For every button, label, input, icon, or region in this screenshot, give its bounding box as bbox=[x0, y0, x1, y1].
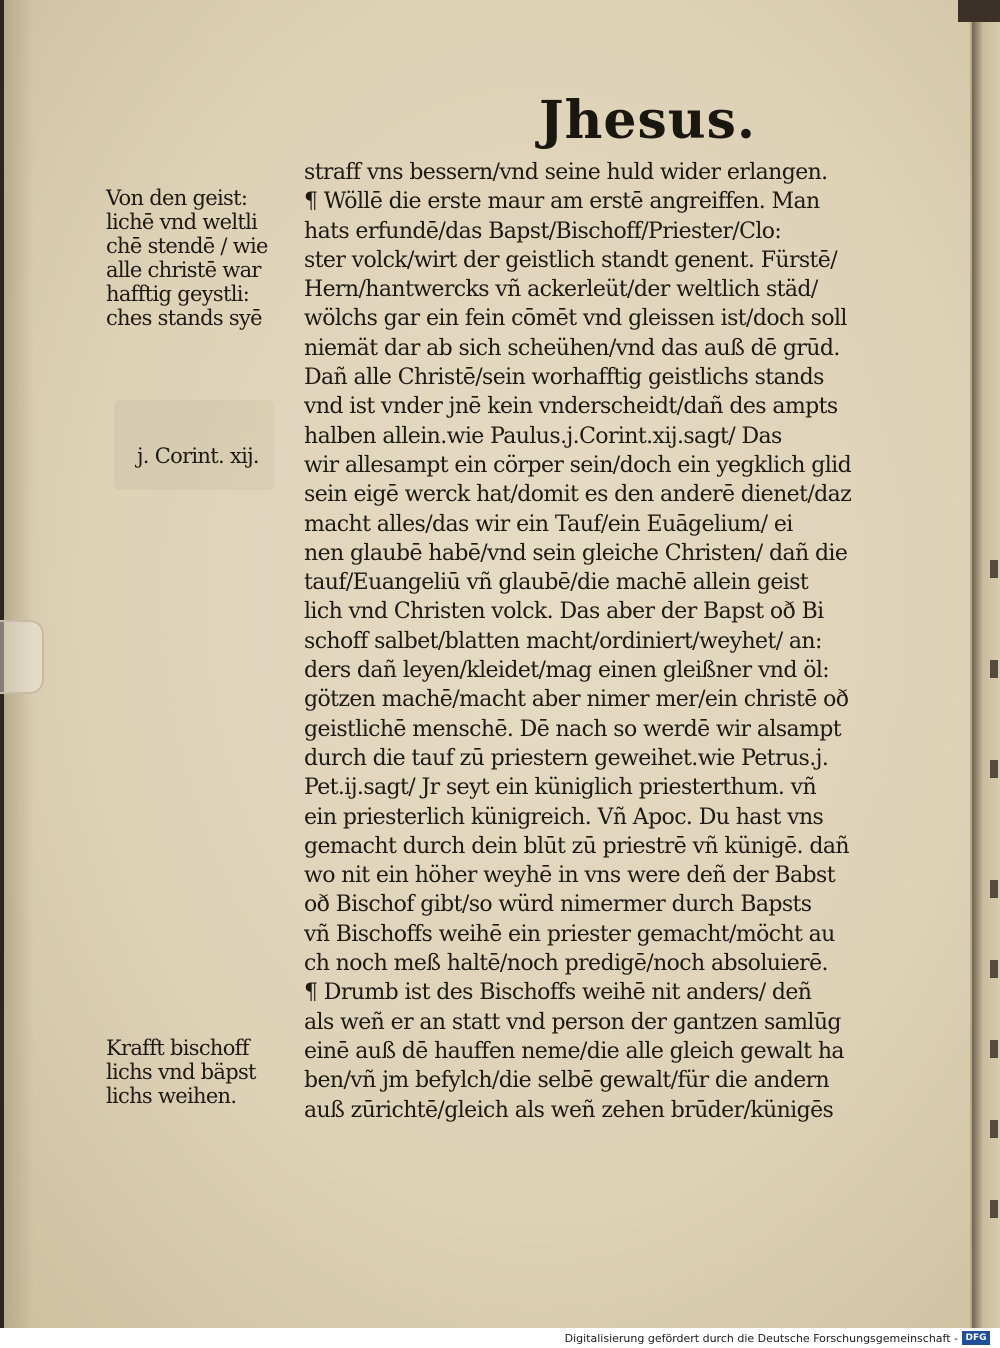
text-line: schoff salbet/blatten macht/ordiniert/weyhet/ an: bbox=[304, 628, 822, 654]
margin-note-line: lichē vnd weltli bbox=[106, 210, 258, 234]
funding-credit: Digitalisierung gefördert durch die Deutsche Forschungsgemeinschaft - bbox=[564, 1332, 958, 1345]
margin-note-line: Von den geist: bbox=[106, 186, 248, 210]
page-clip bbox=[0, 620, 44, 694]
margin-note-consecration bbox=[106, 1036, 296, 1108]
text-line: wo nit ein höher weyhē in vns were deñ der Babst bbox=[304, 863, 835, 889]
text-line: geistlichē menschē. Dē nach so werdē wir alsampt bbox=[304, 716, 842, 742]
text-line: macht alles/das wir ein Tauf/ein Euāgelium/ ei bbox=[304, 511, 793, 537]
text-line: ster volck/wirt der geistlich standt genent. Fürstē/ bbox=[304, 247, 838, 273]
text-line: Pet.ij.sagt/ Jr seyt ein küniglich priesterthum. vñ bbox=[304, 775, 817, 801]
margin-note-line: alle christē war bbox=[106, 258, 261, 282]
text-line: lich vnd Christen volck. Das aber der Bapst oð Bi bbox=[304, 599, 824, 625]
fragment-mark bbox=[990, 880, 998, 898]
margin-note-line: ches stands syē bbox=[106, 306, 262, 330]
margin-note-line: j. Corint. xij. bbox=[137, 444, 259, 468]
text-line: Hern/hantwercks vñ ackerleüt/der weltlich städ/ bbox=[304, 277, 818, 303]
footer-bar bbox=[0, 1328, 1000, 1348]
text-line: einē auß dē hauffen neme/die alle gleich gewalt ha bbox=[304, 1038, 844, 1064]
margin-note-line: hafftig geystli: bbox=[106, 282, 250, 306]
text-line: vnd ist vnder jnē kein vnderscheidt/dañ des ampts bbox=[304, 394, 838, 420]
fragment-mark bbox=[990, 1200, 998, 1218]
book-page bbox=[4, 0, 972, 1328]
fragment-mark bbox=[990, 660, 998, 678]
fragment-mark bbox=[990, 1040, 998, 1058]
margin-note-estates bbox=[106, 186, 296, 330]
margin-note-corinthians bbox=[137, 444, 327, 468]
text-line: hats erfundē/das Bapst/Bischoff/Priester/Clo: bbox=[304, 218, 782, 244]
fragment-mark bbox=[990, 960, 998, 978]
text-line: ¶ Drumb ist des Bischoffs weihē nit anders/ deñ bbox=[304, 980, 812, 1006]
dfg-logo-icon[interactable]: DFG bbox=[962, 1331, 990, 1345]
text-line: oð Bischof gibt/so würd nimermer durch Bapsts bbox=[304, 892, 812, 918]
text-line: niemät dar ab sich scheühen/vnd das auß dē grūd. bbox=[304, 335, 840, 361]
margin-note-line: lichs weihen. bbox=[106, 1084, 237, 1108]
text-line: wölchs gar ein fein cōmēt vnd gleissen ist/doch soll bbox=[304, 306, 847, 332]
fragment-mark bbox=[990, 560, 998, 578]
fragment-mark bbox=[990, 1120, 998, 1138]
text-line: götzen machē/macht aber nimer mer/ein christē oð bbox=[304, 687, 849, 713]
text-line: tauf/Euangeliū vñ glaubē/die machē allein geist bbox=[304, 570, 809, 596]
text-line: sein eigē werck hat/domit es den anderē dienet/daz bbox=[304, 482, 852, 508]
text-line: vñ Bischoffs weihē ein priester gemacht/möcht au bbox=[304, 921, 835, 947]
text-line: Dañ alle Christē/sein worhafftig geistlichs stands bbox=[304, 365, 824, 391]
text-line: ein priesterlich künigreich. Vñ Apoc. Du hast vns bbox=[304, 804, 824, 830]
text-line: ¶ Wöllē die erste maur am erstē angreiffen. Man bbox=[304, 189, 820, 215]
margin-note-line: lichs vnd bäpst bbox=[106, 1060, 256, 1084]
binding-shadow bbox=[958, 0, 1000, 22]
page-heading: Jhesus. bbox=[539, 90, 756, 151]
text-line: wir allesampt ein cörper sein/doch ein yegklich glid bbox=[304, 452, 852, 478]
text-line: als weñ er an statt vnd person der gantzen samlūg bbox=[304, 1009, 841, 1035]
text-line: ch noch meß haltē/noch predigē/noch absoluierē. bbox=[304, 951, 828, 977]
text-line: nen glaubē habē/vnd sein gleiche Christen/ dañ die bbox=[304, 540, 848, 566]
fragment-mark bbox=[990, 760, 998, 778]
text-line: gemacht durch dein blūt zū priestrē vñ künigē. dañ bbox=[304, 833, 849, 859]
text-line: ders dañ leyen/kleidet/mag einen gleißner vnd öl: bbox=[304, 658, 830, 684]
text-line: ben/vñ jm befylch/die selbē gewalt/für die andern bbox=[304, 1068, 830, 1094]
text-line: halben allein.wie Paulus.j.Corint.xij.sagt/ Das bbox=[304, 423, 782, 449]
margin-note-line: chē stendē / wie bbox=[106, 234, 268, 258]
text-line: durch die tauf zū priestern geweihet.wie Petrus.j. bbox=[304, 745, 829, 771]
margin-note-line: Krafft bischoff bbox=[106, 1036, 249, 1060]
main-text-block bbox=[304, 158, 934, 1125]
text-line: straff vns bessern/vnd seine huld wider erlangen. bbox=[304, 160, 828, 185]
text-line: auß zūrichtē/gleich als weñ zehen brūder/künigēs bbox=[304, 1097, 834, 1123]
